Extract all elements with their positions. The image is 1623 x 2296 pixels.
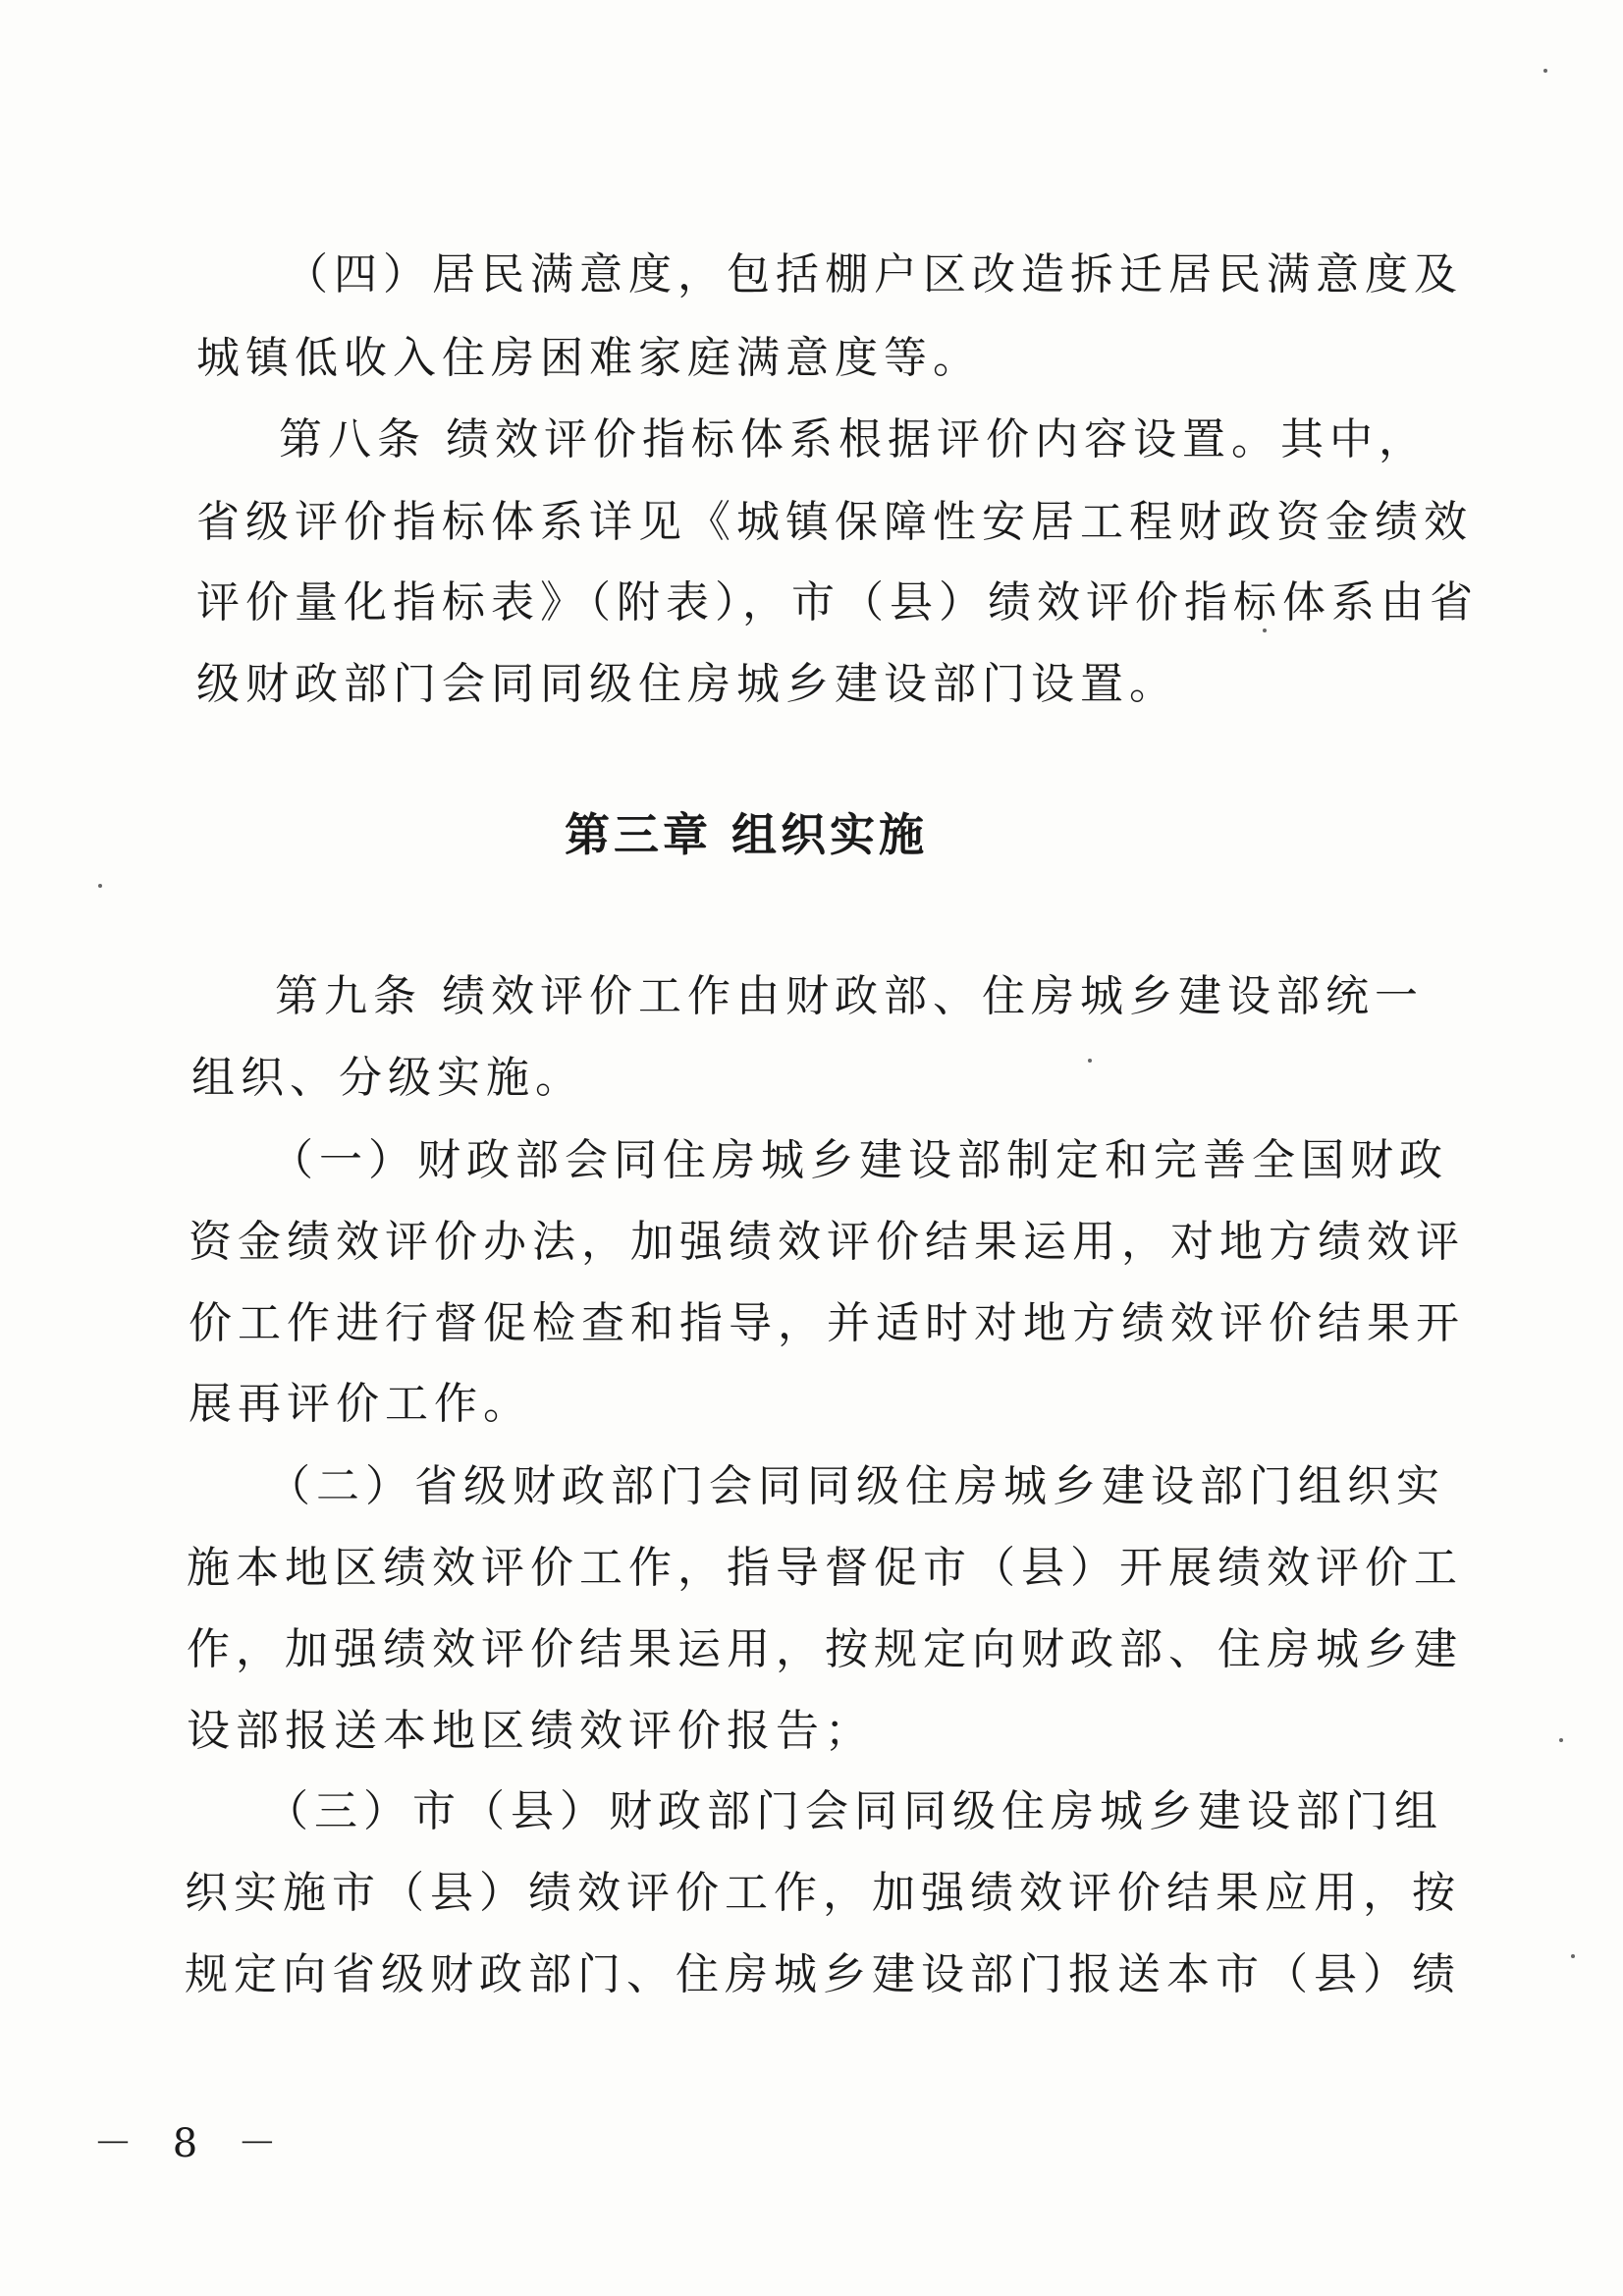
item2-line-3: 作，加强绩效评价结果运用，按规定向财政部、住房城乡建	[187, 1624, 1463, 1674]
item1-line-3: 价工作进行督促检查和指导，并适时对地方绩效评价结果开	[189, 1298, 1465, 1348]
item3-line-2: 织实施市（县）绩效评价工作，加强绩效评价结果应用，按	[185, 1868, 1461, 1918]
item2-line-2: 施本地区绩效评价工作，指导督促市（县）开展绩效评价工	[187, 1543, 1463, 1593]
item1-line-4: 展再评价工作。	[189, 1379, 532, 1429]
scan-speck	[98, 884, 102, 888]
scan-speck	[1263, 629, 1267, 632]
para-four-line-1: （四）居民满意度，包括棚户区改造拆迁居民满意度及	[285, 249, 1463, 300]
item3-line-1: （三）市（县）财政部门会同同级住房城乡建设部门组	[265, 1786, 1443, 1836]
article8-line-2: 省级评价指标体系详见《城镇保障性安居工程财政资金绩效	[196, 497, 1473, 547]
article8-line-4: 级财政部门会同同级住房城乡建设部门设置。	[196, 659, 1178, 709]
article8-line-1: 第八条 绩效评价指标体系根据评价内容设置。其中，	[279, 414, 1428, 465]
article9-line-1: 第九条 绩效评价工作由财政部、住房城乡建设部统一	[275, 971, 1424, 1021]
chapter-heading: 第三章 组织实施	[565, 808, 929, 861]
scan-speck	[1571, 1954, 1575, 1958]
item3-line-3: 规定向省级财政部门、住房城乡建设部门报送本市（县）绩	[185, 1949, 1461, 1999]
page-number: － 8 －	[93, 2121, 291, 2166]
scan-speck	[1559, 1738, 1563, 1742]
article9-line-2: 组织、分级实施。	[191, 1053, 584, 1103]
scan-speck	[1543, 69, 1547, 73]
item1-line-1: （一）财政部会同住房城乡建设部制定和完善全国财政	[270, 1135, 1448, 1185]
item2-line-4: 设部报送本地区绩效评价报告；	[187, 1706, 874, 1756]
scan-speck	[1088, 1059, 1092, 1063]
para-four-line-2: 城镇低收入住房困难家庭满意度等。	[196, 333, 982, 383]
item1-line-2: 资金绩效评价办法，加强绩效评价结果运用，对地方绩效评	[189, 1217, 1465, 1267]
item2-line-1: （二）省级财政部门会同同级住房城乡建设部门组织实	[267, 1461, 1445, 1511]
article8-line-3: 评价量化指标表》（附表），市（县）绩效评价指标体系由省	[196, 577, 1479, 628]
